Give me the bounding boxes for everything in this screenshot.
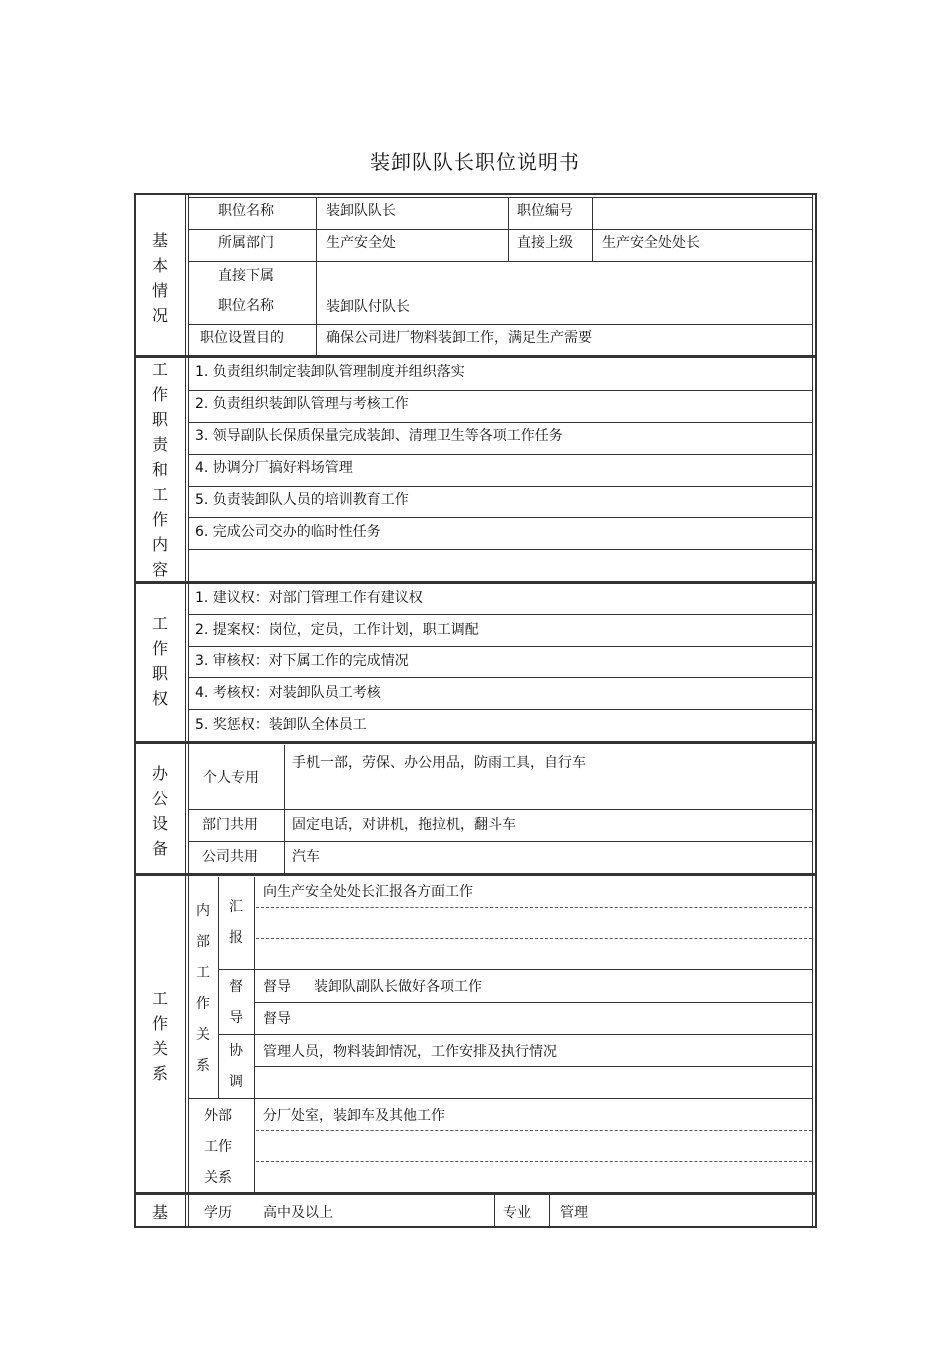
external-label-1: 外部 <box>204 1108 232 1124</box>
supervise-label: 督导 <box>229 979 243 1026</box>
superior-value: 生产安全处处长 <box>602 235 700 251</box>
major-value: 管理 <box>560 1205 588 1221</box>
section-basic-label: 基本情况 <box>151 231 168 325</box>
external-value: 分厂处室，装卸车及其他工作 <box>263 1108 445 1124</box>
authority-item: 2. 提案权：岗位，定员，工作计划，职工调配 <box>195 622 479 638</box>
external-label-2: 工作 <box>204 1139 232 1155</box>
report-label: 汇报 <box>229 899 243 946</box>
report-value: 向生产安全处处长汇报各方面工作 <box>263 884 473 900</box>
coordinate-value: 管理人员，物料装卸情况，工作安排及执行情况 <box>263 1044 557 1060</box>
subordinate-value: 装卸队付队长 <box>326 299 410 315</box>
education-value: 高中及以上 <box>263 1205 333 1221</box>
supervise-value-1a: 督导 <box>263 979 291 995</box>
supervise-value-2: 督导 <box>263 1011 291 1027</box>
equipment-company-label: 公司共用 <box>202 849 258 865</box>
section-duties-label: 工作职责和工作内容 <box>151 360 168 579</box>
job-name-label: 职位名称 <box>218 203 274 219</box>
equipment-personal-value: 手机一部，劳保、办公用品，防雨工具，自行车 <box>292 755 586 771</box>
dept-value: 生产安全处 <box>326 235 396 251</box>
supervise-value-1b: 装卸队副队长做好各项工作 <box>314 979 482 995</box>
major-label: 专业 <box>503 1205 531 1221</box>
purpose-label: 职位设置目的 <box>200 330 284 346</box>
education-label: 学历 <box>204 1205 232 1221</box>
section-relations-label: 工作关系 <box>151 989 168 1083</box>
authority-item: 5. 奖惩权：装卸队全体员工 <box>195 717 367 733</box>
external-label-3: 关系 <box>204 1170 232 1186</box>
duty-item: 3. 领导副队长保质保量完成装卸、清理卫生等各项工作任务 <box>195 428 563 444</box>
duty-item: 5. 负责装卸队人员的培训教育工作 <box>195 492 409 508</box>
subordinate-label-2: 职位名称 <box>218 298 274 314</box>
authority-item: 4. 考核权：对装卸队员工考核 <box>195 685 381 701</box>
equipment-dept-value: 固定电话，对讲机，拖拉机，翻斗车 <box>292 817 516 833</box>
coordinate-label: 协调 <box>229 1043 243 1090</box>
equipment-company-value: 汽车 <box>292 849 320 865</box>
section-qualification-label: 基 <box>151 1203 168 1222</box>
section-equipment-label: 办公设备 <box>151 764 168 858</box>
duty-item: 4. 协调分厂搞好料场管理 <box>195 460 353 476</box>
equipment-personal-label: 个人专用 <box>203 770 259 786</box>
duty-item: 2. 负责组织装卸队管理与考核工作 <box>195 396 409 412</box>
purpose-value: 确保公司进厂物料装卸工作，满足生产需要 <box>326 330 592 346</box>
authority-item: 1. 建议权：对部门管理工作有建议权 <box>195 590 423 606</box>
dept-label: 所属部门 <box>218 235 274 251</box>
subordinate-label-1: 直接下属 <box>218 268 274 284</box>
equipment-dept-label: 部门共用 <box>202 817 258 833</box>
superior-label: 直接上级 <box>517 235 573 251</box>
internal-relations-label: 内部工作关系 <box>196 903 210 1074</box>
job-code-label: 职位编号 <box>517 203 573 219</box>
authority-item: 3. 审核权：对下属工作的完成情况 <box>195 653 409 669</box>
job-name-value: 装卸队队长 <box>326 203 396 219</box>
section-authority-label: 工作职权 <box>151 614 168 708</box>
duty-item: 6. 完成公司交办的临时性任务 <box>195 524 381 540</box>
duty-item: 1. 负责组织制定装卸队管理制度并组织落实 <box>195 364 465 380</box>
page-title: 装卸队队长职位说明书 <box>370 150 580 174</box>
